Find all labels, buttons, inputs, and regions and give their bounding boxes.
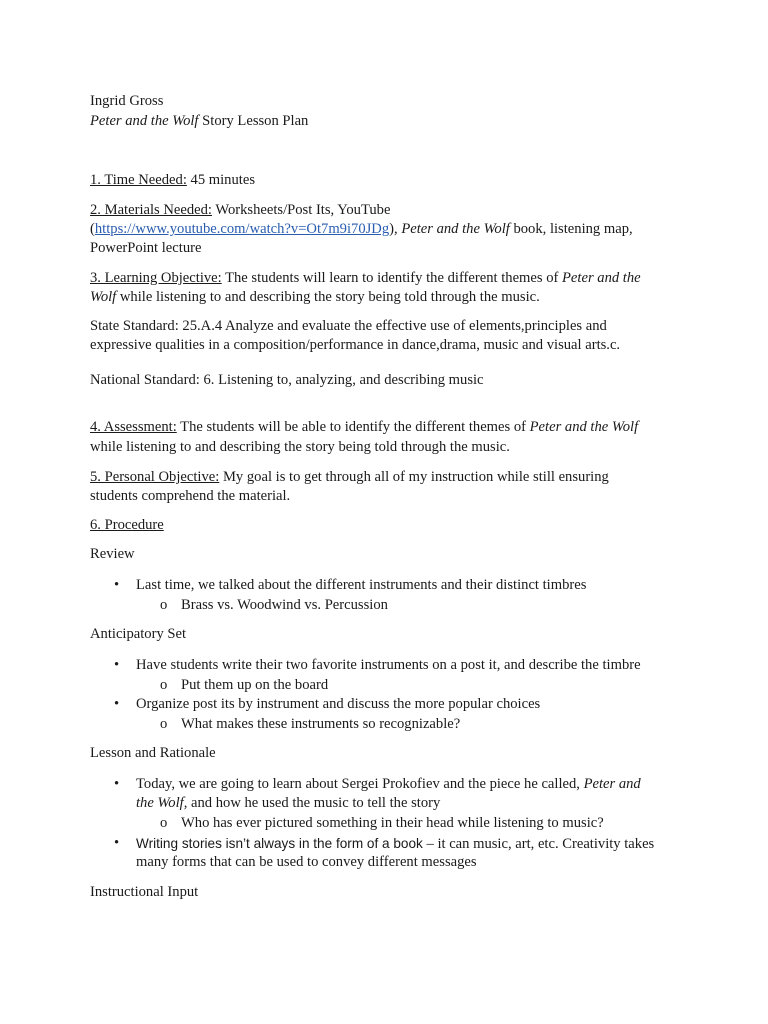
personal-text: My goal is to get through all of my instruction while still ensuring — [219, 469, 609, 485]
assessment-line-1 — [90, 418, 680, 438]
document-title — [90, 112, 680, 132]
assessment-italic: Peter and the Wolf — [529, 419, 639, 435]
instructional-heading: Instructional Input — [90, 884, 199, 900]
time-label: 1. Time Needed: — [90, 172, 187, 188]
lesson-item-2-line-2: many forms that can be used to convey different messages — [136, 854, 477, 870]
book-title-italic: Peter and the Wolf — [401, 221, 510, 237]
lesson-item-1-italic: Peter and — [583, 776, 641, 792]
objective-line-1 — [90, 269, 680, 289]
objective-italic-1: Peter and the — [562, 270, 641, 286]
anticipatory-sub-item-2: What makes these instruments so recognizable? — [181, 716, 461, 732]
sub-bullet-marker: o — [160, 716, 168, 732]
bullet-marker: • — [114, 835, 120, 851]
bullet-marker: • — [114, 577, 120, 593]
open-paren: ( — [90, 221, 95, 237]
sub-bullet-marker: o — [160, 677, 168, 693]
national-standard: National Standard: 6. Listening to, analyzing, and describing music — [90, 372, 484, 388]
materials-line-1 — [90, 201, 680, 221]
assessment-label: 4. Assessment: — [90, 419, 177, 435]
review-heading: Review — [90, 546, 135, 562]
lesson-item-1-text-2: and how he used the music to tell the story — [187, 795, 441, 811]
lesson-sub-item-1: Who has ever pictured something in their head while listening to music? — [181, 815, 604, 831]
lesson-item-1-italic-2: the Wolf, — [136, 795, 188, 811]
lesson-item-1-text: Today, we are going to learn about Sergei Prokofiev and the piece he called, — [136, 776, 584, 792]
objective-line-2 — [90, 288, 680, 308]
objective-label: 3. Learning Objective: — [90, 270, 222, 286]
lesson-item-2-sans: Writing stories isn’t always in the form of a book — [136, 836, 423, 851]
personal-line-1 — [90, 468, 680, 488]
personal-line-2: students comprehend the material. — [90, 488, 291, 504]
sub-bullet-marker: o — [160, 597, 168, 613]
state-standard-line-2: expressive qualities in a composition/performance in dance,drama, music and visual arts.c. — [90, 337, 621, 353]
time-needed — [90, 171, 680, 191]
materials-text-2: book, listening map, — [509, 221, 633, 237]
youtube-link[interactable]: https://www.youtube.com/watch?v=Ot7m9i70JDg — [94, 221, 390, 237]
state-standard-line-1: State Standard: 25.A.4 Analyze and evaluate the effective use of elements,principles and — [90, 318, 607, 334]
title-italic: Peter and the Wolf — [90, 113, 199, 129]
objective-text: The students will learn to identify the different themes of — [221, 270, 563, 286]
time-value: 45 minutes — [186, 172, 255, 188]
lesson-item-1-line-1 — [136, 775, 681, 795]
materials-line-3: PowerPoint lecture — [90, 240, 202, 256]
objective-text-2: while listening to and describing the story being told through the music. — [116, 289, 540, 305]
lesson-item-2-text: – it can music, art, etc. Creativity takes — [422, 836, 655, 852]
sub-bullet-marker: o — [160, 815, 168, 831]
materials-line-2 — [90, 220, 680, 240]
lesson-item-1-line-2 — [136, 794, 681, 814]
anticipatory-item-1: Have students write their two favorite instruments on a post it, and describe the timbre — [136, 657, 641, 673]
objective-italic-2: Wolf — [90, 289, 117, 305]
review-item-1: Last time, we talked about the different instruments and their distinct timbres — [136, 577, 587, 593]
procedure-heading — [90, 516, 680, 536]
lesson-heading: Lesson and Rationale — [90, 745, 216, 761]
bullet-marker: • — [114, 776, 120, 792]
materials-label: 2. Materials Needed: — [90, 202, 212, 218]
anticipatory-heading: Anticipatory Set — [90, 626, 187, 642]
procedure-label: 6. Procedure — [90, 517, 164, 533]
author-name: Ingrid Gross — [90, 93, 164, 109]
personal-label: 5. Personal Objective: — [90, 469, 220, 485]
lesson-item-2-line-1 — [136, 834, 681, 855]
title-rest: Story Lesson Plan — [198, 113, 309, 129]
materials-text: Worksheets/Post Its, YouTube — [211, 202, 391, 218]
anticipatory-item-2: Organize post its by instrument and discuss the more popular choices — [136, 696, 541, 712]
assessment-text: The students will be able to identify the different themes of — [176, 419, 530, 435]
after-link: ), — [389, 221, 402, 237]
bullet-marker: • — [114, 696, 120, 712]
review-sub-item-1: Brass vs. Woodwind vs. Percussion — [181, 597, 388, 613]
anticipatory-sub-item-1: Put them up on the board — [181, 677, 329, 693]
assessment-line-2: while listening to and describing the story being told through the music. — [90, 439, 510, 455]
bullet-marker: • — [114, 657, 120, 673]
